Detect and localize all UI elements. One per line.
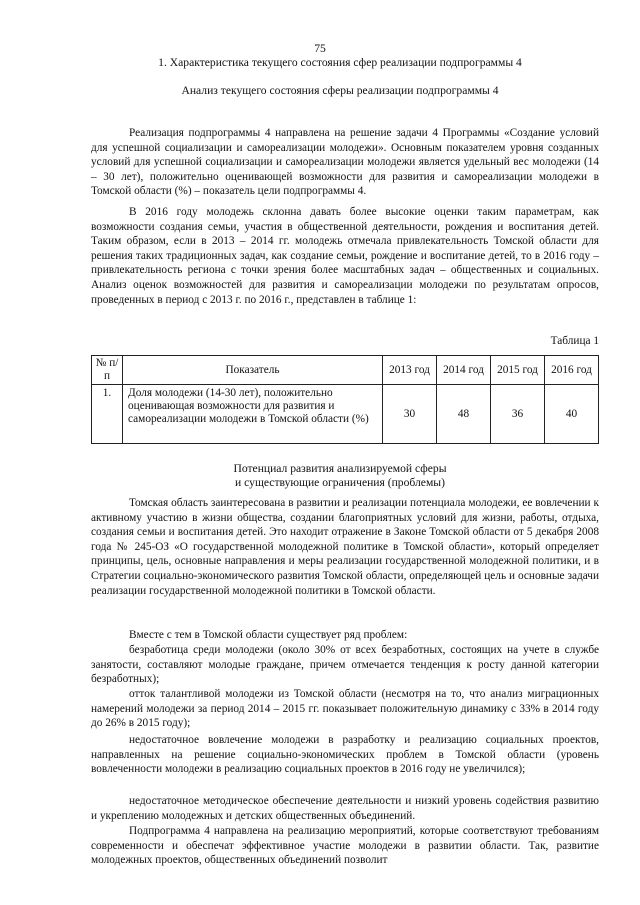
problem-item-3: недостаточное вовлечение молодежи в разработку и реализацию социальных проектов, направленных на решение социально-экономических проблем в Томской области (уровень вовлеченности молодежи в реализацию социальных проектов в 2016 году не увеличился); [91,734,599,776]
section2-title-line1: Потенциал развития анализируемой сферы [233,462,447,475]
table-header-row [92,356,599,385]
section2-title-line2: и существующие ограничения (проблемы) [235,476,445,489]
body-paragraph-2: Вместе с тем в Томской области существует ряд проблем: [129,629,408,641]
body-paragraph-1: Томская область заинтересована в развитии и реализации потенциала молодежи, ее вовлечении к активному участию в жизни общества, создании благоприятных условий для жизни, работы, отдыха, создания семьи и воспитания детей. Это находит отражение в Законе Томской области от 5 декабря 2008 года № 245-ОЗ «О государственной молодежной политике в Томской области», который определяет принципы, цель, основные направления и меры реализации государственной молодежной политики, и в Стратегии социально-экономического развития Томской области, определяющей цель и основные задачи реализации государственной молодежной политики в Томской области. [91,497,599,597]
header-2013: 2013 год [383,356,437,385]
intro-paragraph-1: Реализация подпрограммы 4 направлена на решение задачи 4 Программы «Создание условий для успешной социализации и самореализации молодежи». Основным показателем уровня созданных условий для успешной социализации и самореализации молодежи является удельный вес молодежи (14 – 30 лет), положительно оценивающей возможности для развития и самореализации молодежи в Томской области (%) – показатель цели подпрограммы 4. [91,127,599,198]
value-2016: 40 [545,385,599,444]
subtitle: Анализ текущего состояния сферы реализации подпрограммы 4 [181,84,499,97]
value-2013: 30 [383,385,437,444]
header-2015: 2015 год [491,356,545,385]
table-row [92,385,599,444]
header-2016: 2016 год [545,356,599,385]
problem-item-1: безработица среди молодежи (около 30% от всех безработных, состоящих на учете в службе занятости, составляют молодые граждане, причем отмечается тенденция к росту данной категории безработных); [91,644,599,686]
header-2014: 2014 год [437,356,491,385]
value-2015: 36 [491,385,545,444]
table-caption: Таблица 1 [550,335,599,347]
value-2014: 48 [437,385,491,444]
problem-item-2: отток талантливой молодежи из Томской области (несмотря на то, что анализ миграционных намерений молодежи за период 2014 – 2015 гг. показывает положительную динамику с 33% в 2014 году до 26% в 2015 году); [91,688,599,730]
section-title: 1. Характеристика текущего состояния сфер реализации подпрограммы 4 [158,56,522,69]
intro-paragraph-2: В 2016 году молодежь склонна давать более высокие оценки таким параметрам, как возможности создания семьи, участия в общественной деятельности, рождения и воспитания детей. Таким образом, если в 2013 – 2014 гг. молодежь отмечала привлекательность Томской области для решения таких традиционных задач, как создание семьи, рождение и воспитание детей, то в 2016 году – привлекательность региона с точки зрения более масштабных задач – общественных и социальных. Анализ оценок возможностей для развития и самореализации молодежи по результатам опросов, проведенных в период с 2013 г. по 2016 г., представлен в таблице 1: [91,206,599,306]
problem-item-4: недостаточное методическое обеспечение деятельности и низкий уровень содействия развитию и укреплению молодежных и детских общественных объединений. [91,795,599,822]
page-number: 75 [314,42,326,55]
header-indicator: Показатель [123,356,383,385]
indicator-table [91,355,599,444]
body-paragraph-final: Подпрограмма 4 направлена на реализацию мероприятий, которые соответствуют требованиям современности и обеспечат эффективное участие молодежи в развитии области. Так, развитие молодежных проектов, общественных объединений позволит [91,825,599,867]
header-num: № п/п [92,356,123,385]
row-num: 1. [92,385,123,444]
row-indicator: Доля молодежи (14-30 лет), положительно оценивающая возможности для развития и самореализации молодежи в Томской области (%) [123,385,383,444]
